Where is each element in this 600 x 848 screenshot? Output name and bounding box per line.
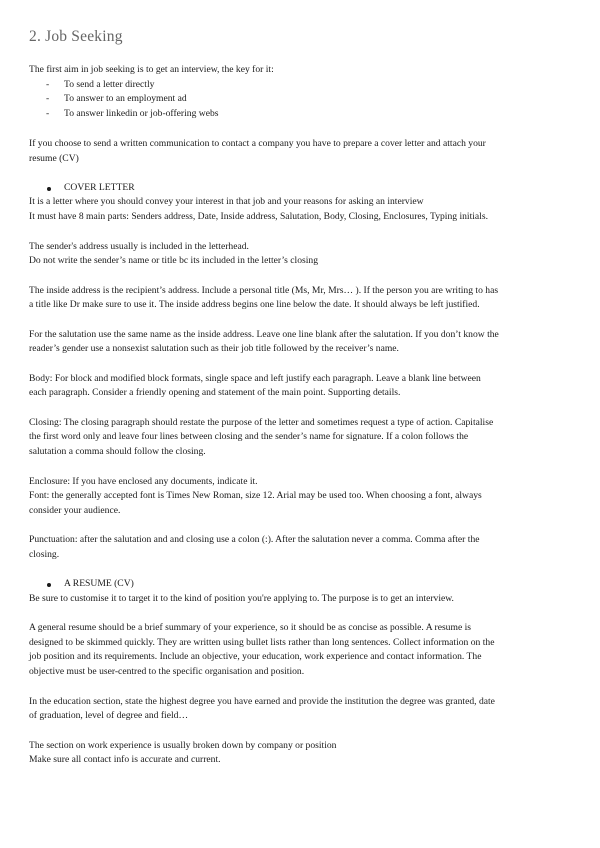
paragraph-line: consider your audience. [29, 505, 121, 516]
bullet-icon [47, 583, 51, 587]
paragraph-line: The sender's address usually is included in the letterhead. [29, 241, 249, 252]
list-item: To answer to an employment ad [64, 93, 187, 104]
paragraph-line: salutation a comma should follow the closing. [29, 446, 206, 457]
paragraph-line: the first word only and leave four lines between closing and the sender’s name for signature. If a colon follows the [29, 431, 469, 442]
paragraph-line: resume (CV) [29, 153, 79, 164]
paragraph-line: closing. [29, 549, 60, 560]
resume-heading: A RESUME (CV) [64, 578, 134, 589]
dash-marker: - [46, 108, 50, 119]
paragraph-line: of graduation, level of degree and field… [29, 710, 189, 721]
paragraph-line: Be sure to customise it to target it to the kind of position you're applying to. The purpose is to get an interview. [29, 593, 454, 604]
paragraph-line: Do not write the sender’s name or title bc its included in the letter’s closing [29, 255, 318, 266]
paragraph-line: Body: For block and modified block formats, single space and left justify each paragraph. Leave a blank line between [29, 373, 481, 384]
paragraph-line: Enclosure: If you have enclosed any documents, indicate it. [29, 476, 258, 487]
bullet-icon [47, 187, 51, 191]
paragraph-line: reader’s gender use a nonsexist salutation such as their job title followed by the receiver’s name. [29, 343, 399, 354]
list-item: To answer linkedin or job-offering webs [64, 108, 219, 119]
paragraph-line: job position and its requirements. Include an objective, your education, work experience and contact information. The [29, 651, 482, 662]
paragraph-line: designed to be skimmed quickly. They are written using bullet lists rather than long sentences. Collect information on the [29, 637, 495, 648]
section-heading: 2. Job Seeking [29, 28, 123, 45]
dash-marker: - [46, 93, 50, 104]
list-item: To send a letter directly [64, 79, 155, 90]
paragraph-line: objective must be user-centred to the specific organisation and position. [29, 666, 305, 677]
cover-letter-heading: COVER LETTER [64, 182, 135, 193]
paragraph-line: Make sure all contact info is accurate and current. [29, 754, 221, 765]
paragraph-line: Font: the generally accepted font is Times New Roman, size 12. Arial may be used too. When choosing a font, always [29, 490, 482, 501]
paragraph-line: For the salutation use the same name as the inside address. Leave one line blank after the salutation. If you don’t know the [29, 329, 499, 340]
paragraph-line: Punctuation: after the salutation and and closing use a colon (:). After the salutation never a comma. Comma after the [29, 534, 480, 545]
paragraph-line: The inside address is the recipient’s address. Include a personal title (Ms, Mr, Mrs… ). If the person you are writing to has [29, 285, 499, 296]
dash-marker: - [46, 79, 50, 90]
paragraph-line: each paragraph. Consider a friendly opening and statement of the main point. Supporting details. [29, 387, 401, 398]
paragraph-line: It is a letter where you should convey your interest in that job and your reasons for asking an interview [29, 196, 424, 207]
paragraph-line: The section on work experience is usually broken down by company or position [29, 740, 337, 751]
paragraph-line: Closing: The closing paragraph should restate the purpose of the letter and sometimes request a type of action. Capitalise [29, 417, 494, 428]
paragraph-line: A general resume should be a brief summary of your experience, so it should be as concise as possible. A resume is [29, 622, 472, 633]
paragraph-line: It must have 8 main parts: Senders address, Date, Inside address, Salutation, Body, Closing, Enclosures, Typing initials. [29, 211, 488, 222]
paragraph-line: If you choose to send a written communication to contact a company you have to prepare a cover letter and attach your [29, 138, 486, 149]
paragraph-line: In the education section, state the highest degree you have earned and provide the institution the degree was granted, date [29, 696, 495, 707]
intro-text: The first aim in job seeking is to get an interview, the key for it: [29, 64, 274, 75]
paragraph-line: a title like Dr make sure to use it. The inside address begins one line below the date. It should always be left justified. [29, 299, 480, 310]
